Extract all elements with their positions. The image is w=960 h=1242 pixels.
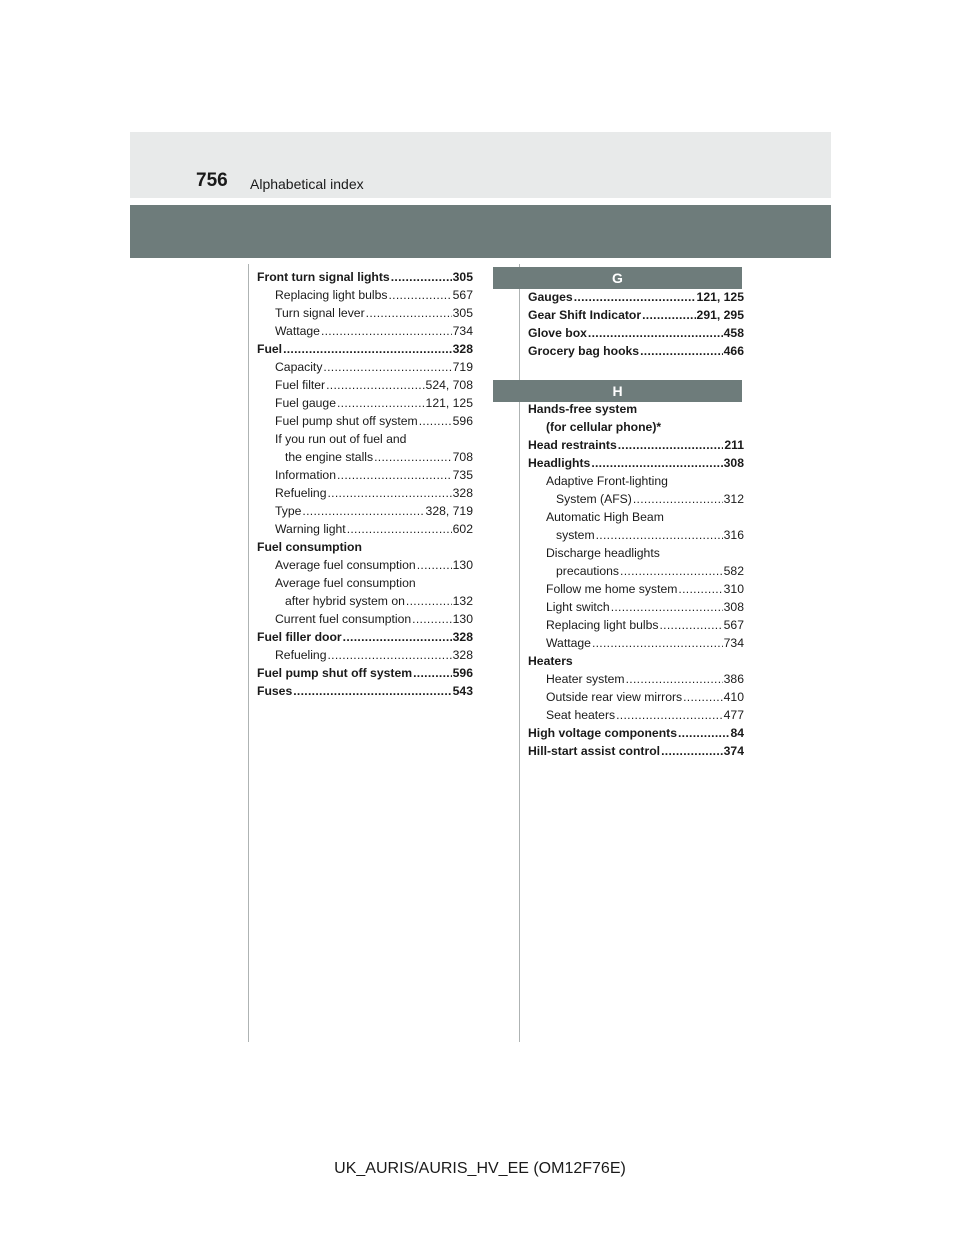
index-subentry: Light switch ..... 308 [528, 598, 744, 616]
index-subentry: Seat heaters ..... 477 [528, 706, 744, 724]
footer-model-code: UK_AURIS/AURIS_HV_EE (OM12F76E) [334, 1160, 626, 1177]
column-rule-left [248, 264, 249, 1042]
index-subentry: Average fuel consumption ..... 130 [257, 556, 473, 574]
index-entry-heading: Fuel consumption [257, 540, 362, 554]
index-entry: Glove box ..... 458 [528, 324, 744, 342]
index-subentry: after hybrid system on ..... 132 [257, 592, 473, 610]
index-entry: Fuel pump shut off system ..... 596 [257, 664, 473, 682]
index-subentry: the engine stalls ..... 708 [257, 448, 473, 466]
index-entry: Headlights ..... 308 [528, 454, 744, 472]
index-subentry-line: Average fuel consumption [275, 576, 416, 590]
index-entry: Fuel ..... 328 [257, 340, 473, 358]
section-header-g: G [493, 267, 742, 289]
index-entry-heading: (for cellular phone)* [546, 420, 662, 434]
index-subentry: Outside rear view mirrors ..... 410 [528, 688, 744, 706]
index-subentry: Fuel filter ..... 524, 708 [257, 376, 473, 394]
index-subentry: Refueling ..... 328 [257, 484, 473, 502]
index-entry: Front turn signal lights ..... 305 [257, 268, 473, 286]
index-subentry: Turn signal lever ..... 305 [257, 304, 473, 322]
index-subentry: Current fuel consumption ..... 130 [257, 610, 473, 628]
index-subentry: Refueling ..... 328 [257, 646, 473, 664]
index-subentry-line: If you run out of fuel and [275, 432, 407, 446]
index-column-right-h [528, 400, 744, 760]
index-subentry: Fuel pump shut off system ..... 596 [257, 412, 473, 430]
page-title: Alphabetical index [250, 176, 364, 192]
index-entry-heading: Heaters [528, 654, 573, 668]
index-entry: Hill-start assist control ..... 374 [528, 742, 744, 760]
section-header-h: H [493, 380, 742, 402]
index-entry: Fuel filler door ..... 328 [257, 628, 473, 646]
index-subentry: Follow me home system ..... 310 [528, 580, 744, 598]
index-subentry: Wattage ..... 734 [528, 634, 744, 652]
index-subentry: Fuel gauge ..... 121, 125 [257, 394, 473, 412]
index-subentry: Warning light ..... 602 [257, 520, 473, 538]
index-subentry-line: Automatic High Beam [546, 510, 664, 524]
page-number: 756 [196, 170, 228, 191]
index-entry-heading: Hands-free system [528, 402, 638, 416]
index-entry: Head restraints ..... 211 [528, 436, 744, 454]
index-subentry: precautions ..... 582 [528, 562, 744, 580]
index-subentry: Capacity ..... 719 [257, 358, 473, 376]
index-column-left [257, 268, 473, 700]
index-entry: Gauges ..... 121, 125 [528, 288, 744, 306]
header-band [130, 132, 831, 198]
index-subentry: System (AFS) ..... 312 [528, 490, 744, 508]
index-entry: Fuses ..... 543 [257, 682, 473, 700]
index-entry: Gear Shift Indicator ..... 291, 295 [528, 306, 744, 324]
index-entry: Grocery bag hooks ..... 466 [528, 342, 744, 360]
index-subentry: Heater system ..... 386 [528, 670, 744, 688]
header-bar [130, 205, 831, 258]
index-subentry: system ..... 316 [528, 526, 744, 544]
index-entry: High voltage components ..... 84 [528, 724, 744, 742]
index-subentry: Type ..... 328, 719 [257, 502, 473, 520]
index-subentry-line: Adaptive Front-lighting [546, 474, 668, 488]
index-subentry: Replacing light bulbs ..... 567 [257, 286, 473, 304]
index-subentry: Information ..... 735 [257, 466, 473, 484]
index-subentry: Wattage ..... 734 [257, 322, 473, 340]
index-column-right-g [528, 288, 744, 360]
index-subentry: Replacing light bulbs ..... 567 [528, 616, 744, 634]
index-subentry-line: Discharge headlights [546, 546, 660, 560]
